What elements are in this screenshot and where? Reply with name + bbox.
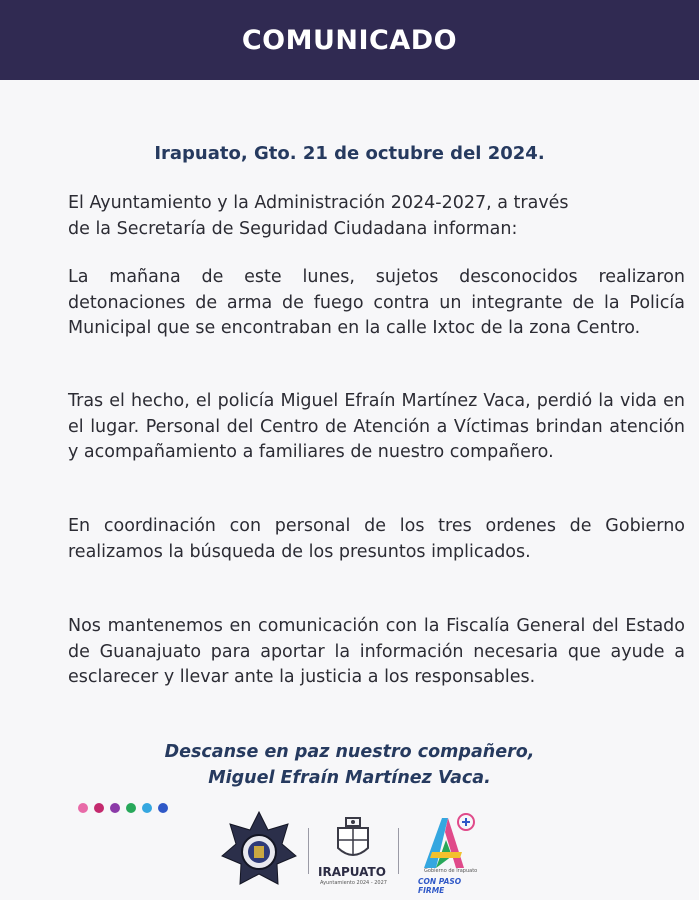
- logo-separator-2: [398, 828, 399, 874]
- incident-paragraph: La mañana de este lunes, sujetos desconocidos realizaron detonaciones de arma de fuego contra un integrante de la Policía Municipal que se encontraban en la calle Ixtoc de la zona Centro.: [68, 267, 685, 338]
- irapuato-sublabel: Ayuntamiento 2024 - 2027: [320, 880, 387, 886]
- logo-separator-1: [308, 828, 309, 874]
- fiscalia-paragraph: Nos mantenemos en comunicación con la Fiscalía General del Estado de Guanajuato para aportar la información necesaria que ayude a esclarecer y llevar ante la justicia a los responsables.: [68, 616, 685, 687]
- header-title: COMUNICADO: [241, 24, 458, 56]
- irapuato-label: IRAPUATO: [318, 865, 386, 879]
- search-paragraph: En coordinación con personal de los tres ordenes de Gobierno realizamos la búsqueda de los presuntos implicados.: [68, 516, 685, 562]
- color-dots: [78, 803, 168, 813]
- dot-6: [158, 803, 168, 813]
- dot-1: [78, 803, 88, 813]
- closing-message: [0, 739, 699, 791]
- intro-line-1: El Ayuntamiento y la Administración 2024-2027, a través: [68, 193, 569, 213]
- campaign-sublabel: Gobierno de Irapuato: [424, 868, 478, 874]
- dot-3: [110, 803, 120, 813]
- closing-line-2: Miguel Efraín Martínez Vaca.: [208, 768, 491, 788]
- intro-line-2: de la Secretaría de Seguridad Ciudadana informan:: [68, 218, 518, 239]
- campaign-label: CON PASO FIRME: [418, 877, 462, 895]
- closing-line-1: Descanse en paz nuestro compañero,: [164, 742, 535, 762]
- police-badge-icon: [220, 810, 298, 890]
- irapuato-coat-of-arms-icon: [328, 814, 378, 864]
- victim-paragraph: Tras el hecho, el policía Miguel Efraín Martínez Vaca, perdió la vida en el lugar. Personal del Centro de Atención a Víctimas brindan atención y acompañamiento a familiares de nuestro compañero.: [68, 391, 685, 462]
- dot-2: [94, 803, 104, 813]
- header-banner: [0, 0, 699, 80]
- footer-logos: [220, 810, 490, 895]
- dateline: Irapuato, Gto. 21 de octubre del 2024.: [154, 143, 545, 164]
- dot-5: [142, 803, 152, 813]
- dot-4: [126, 803, 136, 813]
- campaign-logo-icon: [418, 812, 480, 870]
- intro-paragraph: [68, 191, 685, 242]
